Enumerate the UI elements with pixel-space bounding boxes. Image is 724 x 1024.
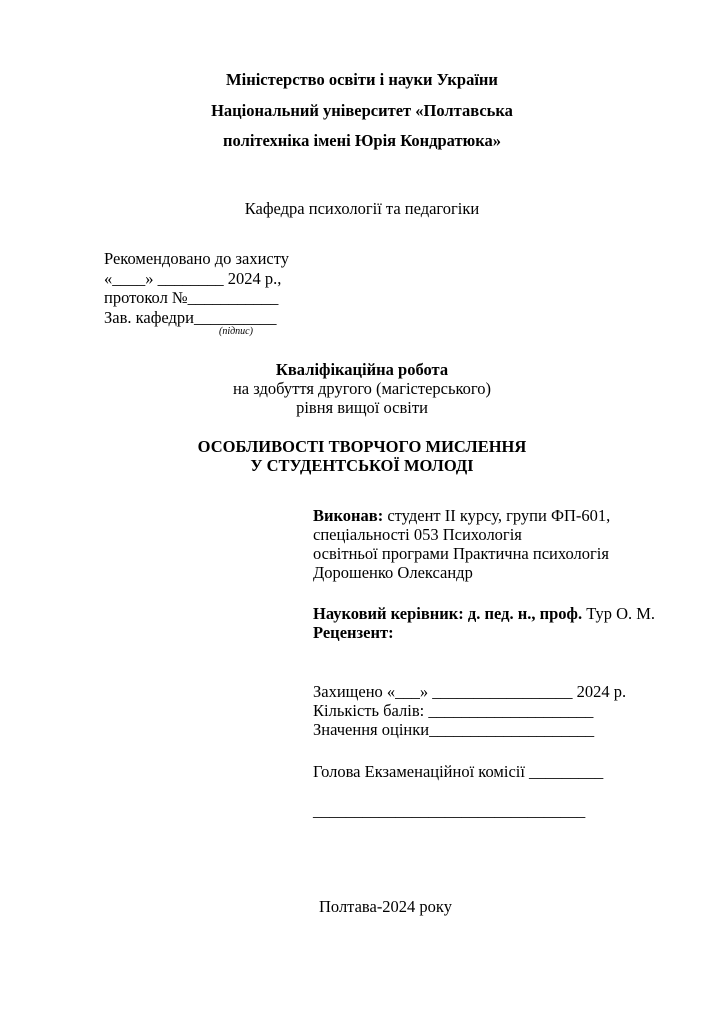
university-name-line1: Національний університет «Полтавська xyxy=(211,101,513,120)
city-year: Полтава-2024 року xyxy=(319,897,452,916)
protocol-line: протокол №___________ xyxy=(104,288,279,307)
defense-date-line: Захищено «___» _________________ 2024 р. xyxy=(313,682,627,701)
head-of-department-line: Зав. кафедри__________ xyxy=(104,307,277,327)
author-label: Виконав: xyxy=(313,506,384,525)
commission-head-line: Голова Екзаменаційної комісії _________ xyxy=(313,762,604,781)
degree-line1: на здобуття другого (магістерського) xyxy=(232,379,492,398)
work-type: Кваліфікаційна робота xyxy=(275,360,449,379)
author-block xyxy=(313,506,610,582)
supervisor-block xyxy=(313,604,655,642)
author-name: Дорошенко Олександр xyxy=(313,563,473,582)
supervisor-line xyxy=(313,604,655,623)
author-line1 xyxy=(313,506,610,525)
supervisor-label: Науковий керівник: д. пед. н., проф. xyxy=(313,604,583,623)
author-specialty: спеціальності 053 Психологія xyxy=(313,525,522,544)
defense-block xyxy=(313,682,626,739)
author-course-group: студент ІІ курсу, групи ФП-601, xyxy=(383,506,611,525)
recommendation-date-line: «____» ________ 2024 р., xyxy=(104,268,282,288)
signature-note: (підпис) xyxy=(219,326,253,337)
degree-line2: рівня вищої освіти xyxy=(296,398,428,417)
thesis-title-line2: У СТУДЕНТСЬКОЇ МОЛОДІ xyxy=(250,456,474,475)
thesis-title-line1: ОСОБЛИВОСТІ ТВОРЧОГО МИСЛЕННЯ xyxy=(197,437,527,456)
author-program: освітньої програми Практична психологія xyxy=(313,544,609,563)
ministry-title: Міністерство освіти і науки України xyxy=(226,70,498,89)
score-line: Кількість балів: ____________________ xyxy=(313,701,594,720)
reviewer-label: Рецензент: xyxy=(313,623,394,642)
commission-signature-line: _________________________________ xyxy=(313,801,586,820)
department-name: Кафедра психології та педагогіки xyxy=(244,199,480,218)
supervisor-name: Тур О. М. xyxy=(582,604,656,623)
recommendation-block xyxy=(104,249,289,327)
grade-line: Значення оцінки____________________ xyxy=(313,720,595,739)
university-name-line2: політехніка імені Юрія Кондратюка» xyxy=(223,131,501,150)
recommendation-line: Рекомендовано до захисту xyxy=(104,249,289,268)
